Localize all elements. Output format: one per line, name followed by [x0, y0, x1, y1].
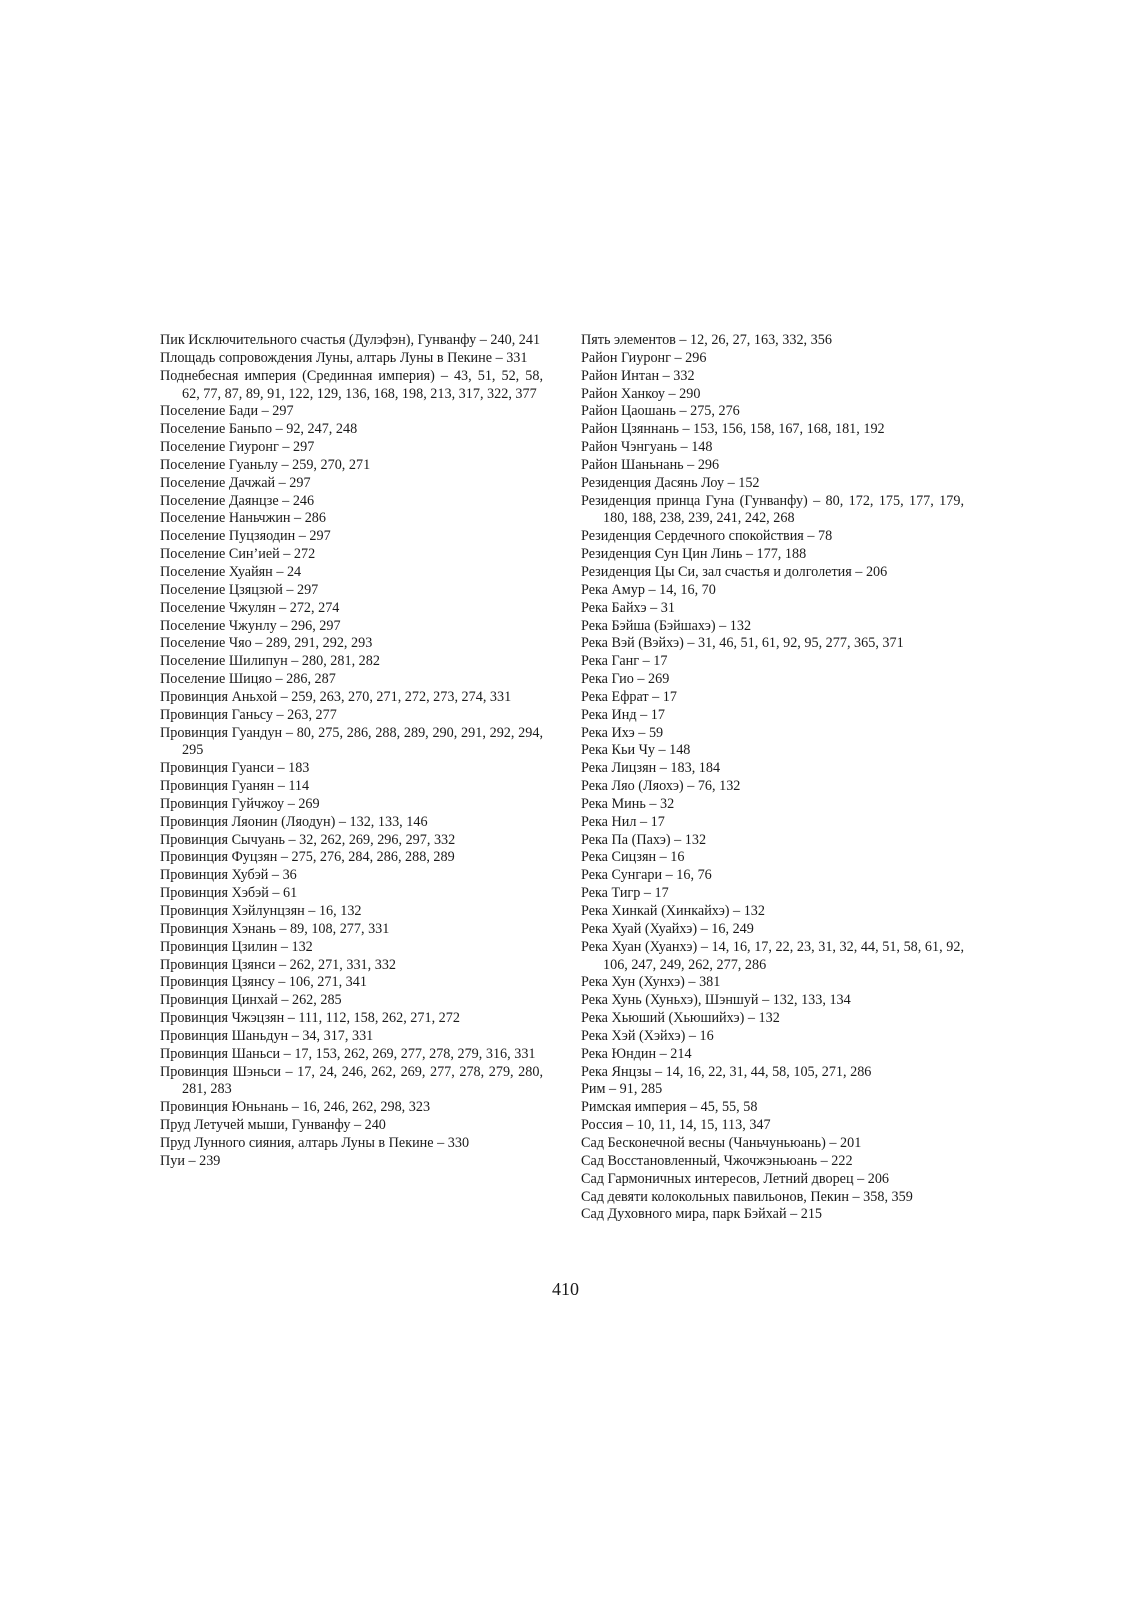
- index-entry: Река Бэйша (Бэйшахэ) – 132: [581, 617, 752, 634]
- index-entry: Провинция Ганьсу – 263, 277: [160, 706, 337, 723]
- index-entry: Река Хунь (Хуньхэ), Шэншуй – 132, 133, 134: [581, 992, 851, 1009]
- index-entry: Провинция Гуанян – 114: [160, 778, 310, 795]
- index-entry: Провинция Хэнань – 89, 108, 277, 331: [160, 920, 390, 937]
- index-entry: Провинция Сычуань – 32, 262, 269, 296, 297, 332: [160, 831, 456, 848]
- index-entry: Поднебесная империя (Срединная империя) – 43, 51, 52, 58, 62, 77, 87, 89, 91, 122, 129, 136, 168, 198, 213, 317, 322, 377: [160, 367, 543, 402]
- index-entry: Поселение Чяо – 289, 291, 292, 293: [160, 635, 373, 652]
- index-entry: Пруд Летучей мыши, Гунванфу – 240: [160, 1117, 386, 1134]
- index-entry: Поселение Гиyронг – 297: [160, 439, 315, 456]
- index-entry: Поселение Шицяо – 286, 287: [160, 671, 336, 688]
- index-entry: Поселение Шилипун – 280, 281, 282: [160, 653, 380, 670]
- index-entry: Сад Восстановленный, Чжочжэньюань – 222: [581, 1152, 853, 1169]
- index-entry: Россия – 10, 11, 14, 15, 113, 347: [581, 1117, 771, 1134]
- index-entry: Река Хэй (Хэйхэ) – 16: [581, 1027, 714, 1044]
- index-entry: Река Лицзян – 183, 184: [581, 760, 721, 777]
- index-entry: Провинция Фуцзян – 275, 276, 284, 286, 288, 289: [160, 849, 455, 866]
- index-entry: Река Тигр – 17: [581, 885, 669, 902]
- index-entry: Резиденция Дасянь Лоу – 152: [581, 474, 760, 491]
- index-entry: Поселение Чжунлу – 296, 297: [160, 617, 341, 634]
- index-entry: Поселение Чжулян – 272, 274: [160, 599, 340, 616]
- index-entry: Река Хун (Хунхэ) – 381: [581, 974, 721, 991]
- index-entry: Река Сицзян – 16: [581, 849, 685, 866]
- index-entry: Провинция Гуйчжоу – 269: [160, 795, 320, 812]
- index-entry: Река Инд – 17: [581, 706, 665, 723]
- index-entry: Река Ефрат – 17: [581, 688, 677, 705]
- index-entry: Резиденция Цы Си, зал счастья и долголетия – 206: [581, 563, 888, 580]
- index-entry: Река Па (Пахэ) – 132: [581, 831, 707, 848]
- index-entry: Провинция Шэньси – 17, 24, 246, 262, 269, 277, 278, 279, 280, 281, 283: [160, 1063, 543, 1098]
- index-entry: Провинция Аньхой – 259, 263, 270, 271, 272, 273, 274, 331: [160, 688, 512, 705]
- index-entry: Пик Исключительного счастья (Дулэфэн), Гунванфу – 240, 241: [160, 332, 541, 348]
- index-entry: Река Ихэ – 59: [581, 724, 664, 741]
- index-entry: Поселение Бади – 297: [160, 403, 294, 420]
- index-column-right: [581, 332, 964, 1224]
- index-entry: Сад Бесконечной весны (Чаньчуньюань) – 201: [581, 1134, 862, 1151]
- index-entry: Район Ханкоу – 290: [581, 385, 701, 402]
- index-entry: Провинция Чжэцзян – 111, 112, 158, 262, 271, 272: [160, 1010, 460, 1027]
- index-entry: Район Шаньнань – 296: [581, 456, 720, 473]
- index-entry: Поселение Наньчжин – 286: [160, 510, 326, 527]
- index-entry: Провинция Хэйлунцзян – 16, 132: [160, 903, 362, 919]
- index-entry: Провинция Юньнань – 16, 246, 262, 298, 323: [160, 1099, 431, 1116]
- index-entry: Река Ляо (Ляохэ) – 76, 132: [581, 778, 741, 795]
- index-entry: Провинция Гуанси – 183: [160, 760, 310, 777]
- index-entry: Река Гио – 269: [581, 671, 670, 688]
- index-entry: Провинция Ляонин (Ляодун) – 132, 133, 146: [160, 813, 428, 830]
- index-entry: Река Сунгари – 16, 76: [581, 867, 712, 884]
- index-entry: Поселение Баньпо – 92, 247, 248: [160, 421, 358, 438]
- index-entry: Река Минь – 32: [581, 795, 675, 812]
- index-entry: Река Ганг – 17: [581, 653, 668, 670]
- index-entry: Река Хуай (Хуайхэ) – 16, 249: [581, 920, 754, 937]
- index-entry: Сад Духовного мира, парк Бэйхай – 215: [581, 1206, 823, 1223]
- index-entry: Площадь сопровождения Луны, алтарь Луны в Пекине – 331: [160, 349, 528, 366]
- index-entry: Река Хинкай (Хинкайхэ) – 132: [581, 903, 765, 919]
- index-entry: Река Юндин – 214: [581, 1045, 692, 1062]
- index-entry: Резиденция Сердечного спокойствия – 78: [581, 528, 833, 545]
- index-entry: Резиденция принца Гуна (Гунванфу) – 80, 172, 175, 177, 179, 180, 188, 238, 239, 241, 242, 268: [581, 492, 964, 527]
- index-entry: Сад Гармоничных интересов, Летний дворец – 206: [581, 1170, 890, 1187]
- index-entry: Сад девяти колокольных павильонов, Пекин – 358, 359: [581, 1188, 913, 1205]
- index-entry: Район Интан – 332: [581, 367, 695, 384]
- index-entry: Река Вэй (Вэйхэ) – 31, 46, 51, 61, 92, 95, 277, 365, 371: [581, 635, 904, 652]
- index-entry: Пять элементов – 12, 26, 27, 163, 332, 356: [581, 332, 832, 348]
- index-entry: Река Хуан (Хуанхэ) – 14, 16, 17, 22, 23, 31, 32, 44, 51, 58, 61, 92, 106, 247, 249, 262, 277, 286: [581, 938, 964, 973]
- index-entry: Поселение Дачжай – 297: [160, 474, 311, 491]
- index-entry: Поселение Хуайян – 24: [160, 563, 302, 580]
- index-entry: Район Чэнгуань – 148: [581, 439, 713, 456]
- index-entry: Поселение Пуцзяодин – 297: [160, 528, 331, 545]
- index-entry: Поселение Син’ией – 272: [160, 546, 316, 563]
- index-entry: Река Нил – 17: [581, 813, 665, 830]
- index-entry: Река Хьюший (Хьюшийхэ) – 132: [581, 1010, 780, 1027]
- index-column-left: [160, 332, 543, 1171]
- index-entry: Римская империя – 45, 55, 58: [581, 1099, 758, 1116]
- index-entry: Река Кьи Чу – 148: [581, 742, 691, 759]
- index-entry: Провинция Цзянсу – 106, 271, 341: [160, 974, 367, 991]
- index-entry: Провинция Шаньдун – 34, 317, 331: [160, 1027, 374, 1044]
- index-entry: Район Гиyронг – 296: [581, 349, 707, 366]
- index-entry: Рим – 91, 285: [581, 1081, 663, 1098]
- index-entry: Пруд Лунного сияния, алтарь Луны в Пекине – 330: [160, 1134, 470, 1151]
- index-entry: Поселение Даянцзе – 246: [160, 492, 315, 509]
- index-entry: Провинция Хубэй – 36: [160, 867, 297, 884]
- index-entry: Район Цзяннань – 153, 156, 158, 167, 168, 181, 192: [581, 421, 885, 438]
- index-entry: Провинция Гуандун – 80, 275, 286, 288, 289, 290, 291, 292, 294, 295: [160, 724, 543, 759]
- index-entry: Река Янцзы – 14, 16, 22, 31, 44, 58, 105, 271, 286: [581, 1063, 872, 1080]
- index-entry: Провинция Шаньси – 17, 153, 262, 269, 277, 278, 279, 316, 331: [160, 1045, 536, 1062]
- page-number: 410: [552, 1279, 579, 1299]
- index-entry: Провинция Цзянси – 262, 271, 331, 332: [160, 956, 397, 973]
- index-entry: Провинция Цзилин – 132: [160, 938, 313, 955]
- index-entry: Река Байхэ – 31: [581, 599, 675, 616]
- index-entry: Река Амур – 14, 16, 70: [581, 581, 716, 598]
- index-entry: Поселение Гуаньлу – 259, 270, 271: [160, 456, 371, 473]
- index-entry: Провинция Цинхай – 262, 285: [160, 992, 342, 1009]
- index-entry: Район Цаошань – 275, 276: [581, 403, 740, 420]
- index-entry: Резиденция Сун Цин Линь – 177, 188: [581, 546, 807, 563]
- index-entry: Поселение Цзяцзюй – 297: [160, 581, 319, 598]
- index-entry: Пуи – 239: [160, 1152, 221, 1169]
- index-entry: Провинция Хэбэй – 61: [160, 885, 298, 902]
